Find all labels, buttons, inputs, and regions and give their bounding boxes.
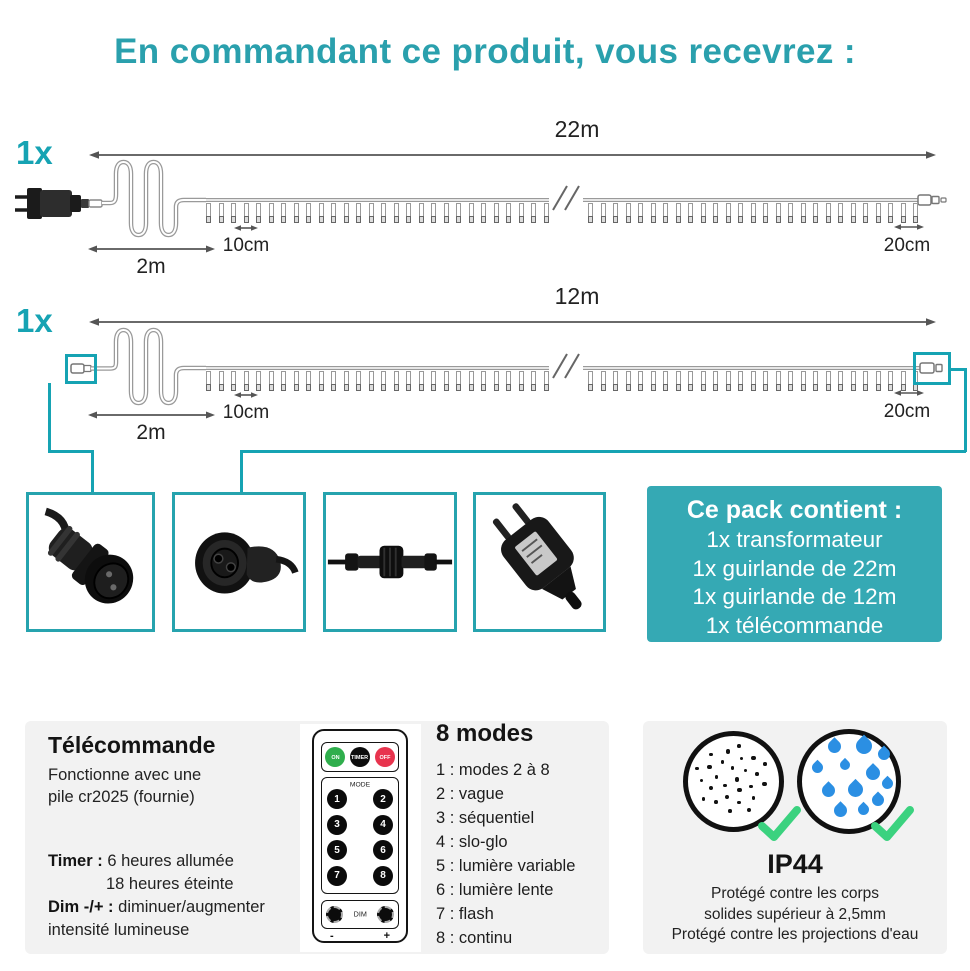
light-bulb <box>331 203 336 217</box>
water-drop <box>825 737 843 755</box>
light-bulb <box>801 203 806 217</box>
callout-line <box>964 368 967 452</box>
light-bulb <box>701 203 706 217</box>
remote-mode-button-6: 6 <box>373 840 393 860</box>
light-bulb <box>663 203 668 217</box>
light-bulb <box>776 371 781 385</box>
remote-description <box>48 764 201 808</box>
light-bulb <box>651 371 656 385</box>
timer-value: 6 heures allumée <box>107 852 234 870</box>
light-bulb <box>544 203 549 217</box>
light-bulb <box>244 371 249 385</box>
light-bulb <box>813 203 818 217</box>
remote-mode-button-8: 8 <box>373 866 393 886</box>
length-break-icon <box>553 186 579 210</box>
light-bulb <box>738 371 743 385</box>
total-length-label: 22m <box>554 116 600 142</box>
light-bulb <box>663 371 668 385</box>
mode-list-item: 7 : flash <box>436 905 494 923</box>
light-bulb <box>776 203 781 217</box>
end-spacing-label: 20cm <box>883 401 931 422</box>
remote-mode-button-7: 7 <box>327 866 347 886</box>
light-bulb <box>344 203 349 217</box>
light-bulb <box>613 203 618 217</box>
transformer-icon <box>15 188 102 219</box>
light-bulb <box>244 203 249 217</box>
particle-dot <box>723 784 727 788</box>
particle-dot <box>744 769 748 773</box>
pack-contents-list <box>647 526 942 640</box>
remote-control-image <box>312 729 408 943</box>
light-bulb <box>381 203 386 217</box>
modes-section-title: 8 modes <box>436 720 534 747</box>
light-bulb <box>419 371 424 385</box>
light-bulb <box>281 371 286 385</box>
particle-dot <box>714 800 718 804</box>
checkmark-icon <box>870 805 914 843</box>
light-bulb <box>331 371 336 385</box>
end-connector-icon <box>918 195 946 205</box>
light-bulb <box>788 203 793 217</box>
mode-list-item: 8 : continu <box>436 929 513 947</box>
quantity-label: 1x <box>16 302 53 339</box>
remote-mode-buttons <box>321 777 399 894</box>
light-bulb <box>394 371 399 385</box>
page-title: En commandant ce produit, vous recevrez : <box>114 32 856 71</box>
remote-power-buttons <box>321 742 399 772</box>
light-bulb <box>256 371 261 385</box>
light-bulb <box>256 203 261 217</box>
particle-dot <box>726 749 731 754</box>
pack-contents-title: Ce pack contient : <box>686 496 903 524</box>
light-bulb <box>876 371 881 385</box>
light-bulb <box>531 371 536 385</box>
dim-plus-knob-icon <box>377 906 394 923</box>
light-bulb <box>838 371 843 385</box>
timer-spec-line2: 18 heures éteinte <box>106 875 234 893</box>
light-bulb <box>506 371 511 385</box>
particle-dot <box>751 756 756 761</box>
light-bulb <box>531 203 536 217</box>
light-bulb <box>801 371 806 385</box>
timer-label: Timer : <box>48 852 103 870</box>
light-bulb <box>544 371 549 385</box>
particle-dot <box>762 782 767 787</box>
light-bulb <box>601 371 606 385</box>
light-string-segment <box>206 371 549 385</box>
modes-list <box>436 758 575 950</box>
callout-line <box>48 450 94 453</box>
light-bulb <box>294 203 299 217</box>
light-bulb <box>676 203 681 217</box>
light-bulb <box>726 203 731 217</box>
particle-dot <box>755 772 759 776</box>
start-connector-highlight-box <box>65 354 97 384</box>
callout-line <box>91 450 94 492</box>
bulb-spacing-label: 10cm <box>222 235 270 256</box>
light-bulb <box>638 371 643 385</box>
light-bulb <box>369 371 374 385</box>
particle-dot <box>728 809 732 813</box>
light-bulb <box>306 203 311 217</box>
particle-dot <box>721 760 725 764</box>
photo-female-connector <box>172 492 306 632</box>
remote-description-line: Fonctionne avec une <box>48 766 202 784</box>
length-break-icon <box>553 354 579 378</box>
water-drop <box>856 802 872 818</box>
remote-mode-button-5: 5 <box>327 840 347 860</box>
light-bulb <box>888 371 893 385</box>
particle-dot <box>709 753 713 757</box>
water-drop <box>838 758 852 772</box>
light-bulb <box>206 371 211 385</box>
callout-line <box>240 450 966 453</box>
light-bulb <box>613 371 618 385</box>
light-bulb <box>888 203 893 217</box>
timer-spec-line <box>48 850 265 873</box>
remote-mode-button-1: 1 <box>327 789 347 809</box>
light-bulb <box>281 203 286 217</box>
light-bulb <box>688 371 693 385</box>
remote-dim-label: DIM <box>353 910 367 918</box>
pack-contents-box <box>647 486 942 642</box>
particle-dot <box>737 788 742 793</box>
total-length-label: 12m <box>554 283 600 309</box>
light-string-segment <box>588 203 918 217</box>
light-bulb <box>863 203 868 217</box>
water-drop <box>853 735 876 758</box>
callout-line <box>48 383 51 452</box>
light-bulb <box>826 203 831 217</box>
light-bulb <box>676 371 681 385</box>
light-bulb <box>738 203 743 217</box>
light-bulb <box>626 203 631 217</box>
light-bulb <box>456 203 461 217</box>
plus-sign: + <box>383 929 390 942</box>
particle-dot <box>737 744 741 748</box>
light-bulb <box>456 371 461 385</box>
light-bulb <box>519 203 524 217</box>
ip-description-line: Protégé contre les corps <box>710 885 879 902</box>
photo-male-connector <box>26 492 155 632</box>
particle-dot <box>695 767 699 771</box>
particle-dot <box>735 777 740 782</box>
light-bulb <box>913 203 918 217</box>
lead-length-label: 2m <box>136 421 166 444</box>
light-string-segment <box>206 203 549 217</box>
light-bulb <box>813 371 818 385</box>
quantity-label: 1x <box>16 134 53 171</box>
light-bulb <box>838 203 843 217</box>
light-bulb <box>751 371 756 385</box>
light-bulb <box>206 203 211 217</box>
minus-sign: - <box>330 929 334 942</box>
light-bulb <box>494 203 499 217</box>
light-bulb <box>763 203 768 217</box>
light-bulb <box>701 371 706 385</box>
remote-dim-controls <box>321 900 399 929</box>
ip-description <box>633 884 957 946</box>
light-bulb <box>901 203 906 217</box>
ip-description-line: solides supérieur à 2,5mm <box>704 905 886 923</box>
ip-rating: IP44 <box>767 849 823 879</box>
light-bulb <box>319 203 324 217</box>
light-bulb <box>444 203 449 217</box>
bulb-spacing-label: 10cm <box>222 402 270 423</box>
light-bulb <box>431 371 436 385</box>
light-bulb <box>394 203 399 217</box>
light-bulb <box>269 371 274 385</box>
coupled-connectors-image <box>326 495 454 629</box>
light-bulb <box>444 371 449 385</box>
light-bulb <box>469 203 474 217</box>
light-bulb <box>601 203 606 217</box>
mode-list-item: 3 : séquentiel <box>436 809 535 827</box>
lead-length-label: 2m <box>136 255 166 278</box>
light-bulb <box>726 371 731 385</box>
pack-item: 1x guirlande de 22m <box>692 555 897 581</box>
remote-on-button: ON <box>325 747 345 767</box>
light-bulb <box>469 371 474 385</box>
pack-item: 1x télécommande <box>705 612 884 638</box>
photo-coupled-connectors <box>323 492 457 632</box>
water-drop <box>819 781 837 799</box>
light-bulb <box>651 203 656 217</box>
light-bulb <box>369 203 374 217</box>
remote-section-title: Télécommande <box>48 732 216 758</box>
particle-dot <box>725 795 730 800</box>
eu-plug-image <box>476 495 603 629</box>
pack-item: 1x guirlande de 12m <box>692 584 897 609</box>
light-bulb <box>231 203 236 217</box>
light-bulb <box>626 371 631 385</box>
dim-spec-line2: intensité lumineuse <box>48 921 190 939</box>
photo-eu-plug <box>473 492 606 632</box>
light-bulb <box>688 203 693 217</box>
remote-timer-button: TIMER <box>350 747 370 767</box>
remote-mode-label: MODE <box>349 780 371 788</box>
water-drop <box>831 801 849 819</box>
mode-list-item: 5 : lumière variable <box>436 857 576 875</box>
mode-list-item: 6 : lumière lente <box>436 881 554 899</box>
particle-dot <box>749 785 753 789</box>
water-drop <box>810 760 826 776</box>
light-bulb <box>713 203 718 217</box>
callout-line <box>240 450 243 492</box>
light-bulb <box>219 203 224 217</box>
mode-list-item: 2 : vague <box>436 785 504 803</box>
garland-diagram-12m <box>0 278 970 453</box>
remote-mode-grid <box>327 789 393 886</box>
light-bulb <box>294 371 299 385</box>
light-bulb <box>638 203 643 217</box>
checkmark-icon <box>757 805 801 843</box>
remote-mode-button-4: 4 <box>373 815 393 835</box>
light-bulb <box>851 203 856 217</box>
remote-mode-button-2: 2 <box>373 789 393 809</box>
light-bulb <box>356 371 361 385</box>
light-bulb <box>506 203 511 217</box>
particle-dot <box>752 796 756 800</box>
light-bulb <box>406 203 411 217</box>
light-bulb <box>519 371 524 385</box>
end-connector-highlight-box <box>913 352 951 385</box>
light-bulb <box>588 371 593 385</box>
female-connector-image <box>175 495 303 629</box>
light-bulb <box>406 371 411 385</box>
light-bulb <box>269 203 274 217</box>
male-connector-image <box>29 495 152 629</box>
remote-specs <box>48 850 265 942</box>
water-drop <box>880 776 896 792</box>
dim-minus-knob-icon <box>326 906 343 923</box>
particle-dot <box>763 762 767 766</box>
end-spacing-label: 20cm <box>883 235 931 256</box>
light-bulb <box>901 371 906 385</box>
mode-list-item: 4 : slo-glo <box>436 833 508 851</box>
light-bulb <box>763 371 768 385</box>
light-bulb <box>231 371 236 385</box>
mode-list-item: 1 : modes 2 à 8 <box>436 761 550 779</box>
light-bulb <box>381 371 386 385</box>
light-bulb <box>481 371 486 385</box>
light-bulb <box>751 203 756 217</box>
particle-dot <box>737 801 741 805</box>
light-bulb <box>863 371 868 385</box>
dim-value: diminuer/augmenter <box>118 898 265 916</box>
light-bulb <box>588 203 593 217</box>
light-bulb <box>826 371 831 385</box>
particle-dot <box>740 757 744 761</box>
remote-mode-button-3: 3 <box>327 815 347 835</box>
particle-dot <box>702 797 706 801</box>
light-bulb <box>788 371 793 385</box>
particle-dot <box>731 766 735 770</box>
water-drop <box>863 763 883 783</box>
dim-spec-line <box>48 896 265 919</box>
ip-description-line: Protégé contre les projections d'eau <box>671 926 919 943</box>
particle-dot <box>709 786 714 791</box>
light-bulb <box>713 371 718 385</box>
light-bulb <box>356 203 361 217</box>
particle-dot <box>747 808 752 813</box>
particle-dot <box>715 775 719 779</box>
light-string-segment <box>588 371 918 385</box>
pack-item: 1x transformateur <box>706 527 883 552</box>
light-bulb <box>876 203 881 217</box>
light-bulb <box>419 203 424 217</box>
water-drop <box>845 779 866 800</box>
dim-label: Dim -/+ : <box>48 898 114 916</box>
remote-off-button: OFF <box>375 747 395 767</box>
light-bulb <box>219 371 224 385</box>
light-bulb <box>344 371 349 385</box>
light-bulb <box>494 371 499 385</box>
remote-description-line: pile cr2025 (fournie) <box>48 788 195 806</box>
light-bulb <box>431 203 436 217</box>
remote-dim-signs <box>321 930 399 942</box>
particle-dot <box>707 765 712 770</box>
light-bulb <box>306 371 311 385</box>
garland-diagram-22m <box>0 110 970 285</box>
light-bulb <box>319 371 324 385</box>
particle-dot <box>700 779 704 783</box>
light-bulb <box>851 371 856 385</box>
light-bulb <box>481 203 486 217</box>
